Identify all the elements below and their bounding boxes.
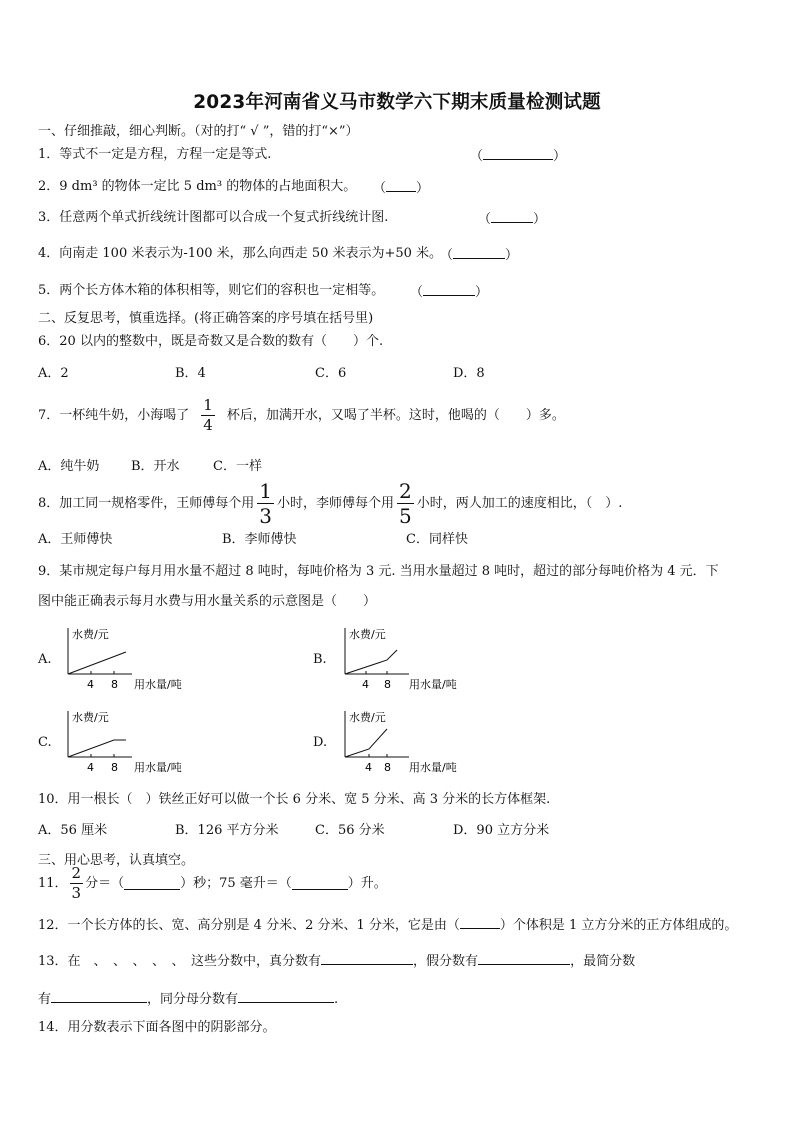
paren-right: ） (475, 285, 489, 300)
q9-option-d-label[interactable]: D. (313, 735, 328, 750)
question-5 (38, 283, 384, 299)
numerator: 1 (203, 396, 213, 414)
question-11-text-1: 分＝（ (85, 875, 125, 891)
question-11-text-3: ）升。 (347, 875, 387, 891)
question-2-answer[interactable] (373, 179, 429, 197)
question-8-mid: 小时，李师傅每个用 (277, 495, 395, 511)
question-3-answer[interactable] (478, 210, 546, 228)
question-12-text-2: ）个体积是 1 立方分米的正方体组成的。 (499, 918, 738, 933)
q9-option-c-label[interactable]: C. (38, 735, 52, 750)
q9-graph-c[interactable] (60, 705, 200, 775)
question-10: 10．用一根长（ ）铁丝正好可以做一个长 6 分米、宽 5 分米、高 3 分米的长方体框架. (38, 792, 551, 807)
q9-option-b-label[interactable]: B. (313, 652, 327, 667)
question-1 (38, 147, 271, 163)
paren-right: ） (553, 149, 567, 164)
q13-blank-improper[interactable] (478, 952, 570, 965)
question-11-number: 11． (38, 875, 68, 891)
question-11-text-2: ）秒；75 毫升＝（ (180, 875, 292, 891)
paren-left: （ (373, 181, 387, 196)
q10-option-d[interactable]: D．90 立方分米 (453, 823, 550, 838)
q9-option-a-label[interactable]: A. (38, 652, 52, 667)
tick-label-8: 8 (111, 678, 118, 691)
q8-option-a[interactable]: A．王师傅快 (38, 532, 113, 547)
q6-option-d[interactable]: D．8 (453, 366, 485, 381)
question-12-text-1: 12．一个长方体的长、宽、高分别是 4 分米、2 分米、1 分米，它是由（ (38, 918, 460, 933)
tick-label-4: 4 (362, 678, 369, 691)
numerator: 1 (259, 479, 273, 503)
question-14: 14．用分数表示下面各图中的阴影部分。 (38, 1020, 276, 1035)
question-13-text-5: ，同分母分数有 (147, 992, 239, 1007)
q6-option-a[interactable]: A．2 (38, 366, 69, 381)
answer-blank[interactable] (386, 179, 416, 192)
paren-left: （ (478, 212, 492, 227)
q8-option-c[interactable]: C．同样快 (406, 532, 468, 547)
cost-line (68, 740, 126, 757)
q7-option-b[interactable]: B．开水 (131, 459, 180, 474)
question-4 (38, 246, 442, 262)
question-4-text: 4．向南走 100 米表示为-100 米，那么向西走 50 米表示为+50 米。 (38, 246, 443, 261)
tick-label-8: 8 (384, 761, 391, 774)
q7-option-a[interactable]: A．纯牛奶 (38, 459, 100, 474)
question-13-text-3: ，最简分数 (570, 954, 636, 969)
paren-right: ） (416, 181, 430, 196)
numerator: 2 (71, 864, 82, 882)
cost-line (345, 729, 387, 757)
denominator: 4 (203, 416, 213, 434)
question-5-answer[interactable] (410, 283, 488, 301)
cost-line (68, 652, 126, 674)
q13-blank-simplest[interactable] (51, 990, 147, 1003)
q10-option-a[interactable]: A．56 厘米 (38, 823, 108, 838)
x-axis-label: 用水量/吨 (134, 678, 182, 691)
question-6: 6．20 以内的整数中，既是奇数又是合数的数有（ ）个. (38, 334, 384, 349)
y-axis-label: 水费/元 (72, 628, 109, 641)
q13-blank-proper[interactable] (321, 952, 413, 965)
q8-option-b[interactable]: B．李师傅快 (222, 532, 297, 547)
answer-blank[interactable] (423, 283, 475, 296)
question-9-line-2: 图中能正确表示每月水费与用水量关系的示意图是（ ） (38, 594, 377, 609)
question-13-text-2: ，假分数有 (413, 954, 479, 969)
q10-option-c[interactable]: C．56 分米 (315, 823, 385, 838)
question-2-text: 2．9 dm³ 的物体一定比 5 dm³ 的物体的占地面积大。 (38, 179, 357, 194)
page-title: 2023年河南省义马市数学六下期末质量检测试题 (193, 92, 601, 113)
question-13-text-6: . (334, 992, 339, 1007)
question-8-post: 小时，两人加工的速度相比，（ ）. (416, 495, 623, 511)
fraction-two-thirds (70, 866, 84, 901)
paren-left: （ (470, 149, 484, 164)
question-1-answer[interactable] (470, 147, 566, 165)
question-7-post: 杯后，加满开水，又喝了半杯。这时，他喝的（ ）多。 (226, 407, 565, 423)
question-1-text: 1．等式不一定是方程，方程一定是等式. (38, 147, 272, 162)
question-4-answer[interactable] (440, 246, 518, 264)
q13-blank-same-denominator[interactable] (238, 990, 334, 1003)
q11-blank-1[interactable] (124, 877, 180, 890)
fraction-one-quarter (201, 398, 215, 433)
tick-label-4: 4 (87, 761, 94, 774)
fraction-one-third (257, 481, 274, 526)
q9-graph-d[interactable] (337, 705, 477, 775)
x-axis-label: 用水量/吨 (134, 761, 182, 774)
question-12 (38, 916, 737, 934)
denominator: 3 (71, 884, 82, 902)
tick-label-8: 8 (384, 678, 391, 691)
tick-label-4: 4 (365, 761, 372, 774)
tick-label-4: 4 (87, 678, 94, 691)
question-11 (38, 866, 387, 901)
denominator: 3 (259, 504, 273, 528)
q7-option-c[interactable]: C．一样 (213, 459, 262, 474)
tick-label-8: 8 (111, 761, 118, 774)
question-13-text-1: 13．在 、 、 、 、 、 这些分数中，真分数有 (38, 954, 322, 969)
x-axis-label: 用水量/吨 (409, 678, 457, 691)
fraction-two-fifths (397, 481, 414, 526)
paren-right: ） (533, 212, 547, 227)
q10-option-b[interactable]: B．126 平方分米 (175, 823, 279, 838)
question-3 (38, 210, 388, 226)
denominator: 5 (399, 504, 412, 528)
q6-option-c[interactable]: C．6 (315, 366, 347, 381)
section-3-heading: 三、用心思考，认真填空。 (38, 853, 195, 868)
q9-graph-a[interactable] (60, 622, 200, 692)
paren-right: ） (505, 248, 519, 263)
x-axis-label: 用水量/吨 (409, 761, 457, 774)
question-2 (38, 179, 356, 195)
question-3-text: 3．任意两个单式折线统计图都可以合成一个复式折线统计图. (38, 210, 389, 225)
question-8-pre: 8．加工同一规格零件，王师傅每个用 (38, 495, 255, 511)
question-13-line-2 (38, 990, 338, 1008)
cost-line (345, 650, 397, 674)
paren-left: （ (410, 285, 424, 300)
y-axis-label: 水费/元 (349, 711, 386, 724)
question-13-text-4: 有 (38, 992, 52, 1007)
q12-blank[interactable] (460, 916, 500, 929)
q11-blank-2[interactable] (292, 877, 348, 890)
y-axis-label: 水费/元 (72, 711, 109, 724)
paren-left: （ (440, 248, 454, 263)
section-1-heading: 一、仔细推敲，细心判断。（对的打“ √ ”，错的打“×”） (38, 124, 359, 139)
answer-blank[interactable] (453, 246, 505, 259)
question-9-line-1: 9．某市规定每户每月用水量不超过 8 吨时，每吨价格为 3 元. 当用水量超过 8 吨时，超过的部分每吨价格为 4 元．下 (38, 564, 719, 579)
answer-blank[interactable] (491, 210, 533, 223)
y-axis-label: 水费/元 (349, 628, 386, 641)
q9-graph-b[interactable] (337, 622, 477, 692)
question-7 (38, 398, 565, 433)
q6-option-b[interactable]: B．4 (175, 366, 206, 381)
question-8 (38, 481, 622, 526)
question-5-text: 5．两个长方体木箱的体积相等，则它们的容积也一定相等。 (38, 283, 385, 298)
question-7-pre: 7．一杯纯牛奶，小海喝了 (38, 407, 190, 423)
numerator: 2 (399, 479, 412, 503)
section-2-heading: 二、反复思考，慎重选择。(将正确答案的序号填在括号里) (38, 311, 374, 326)
answer-blank[interactable] (483, 147, 553, 160)
question-13-line-1 (38, 952, 635, 970)
